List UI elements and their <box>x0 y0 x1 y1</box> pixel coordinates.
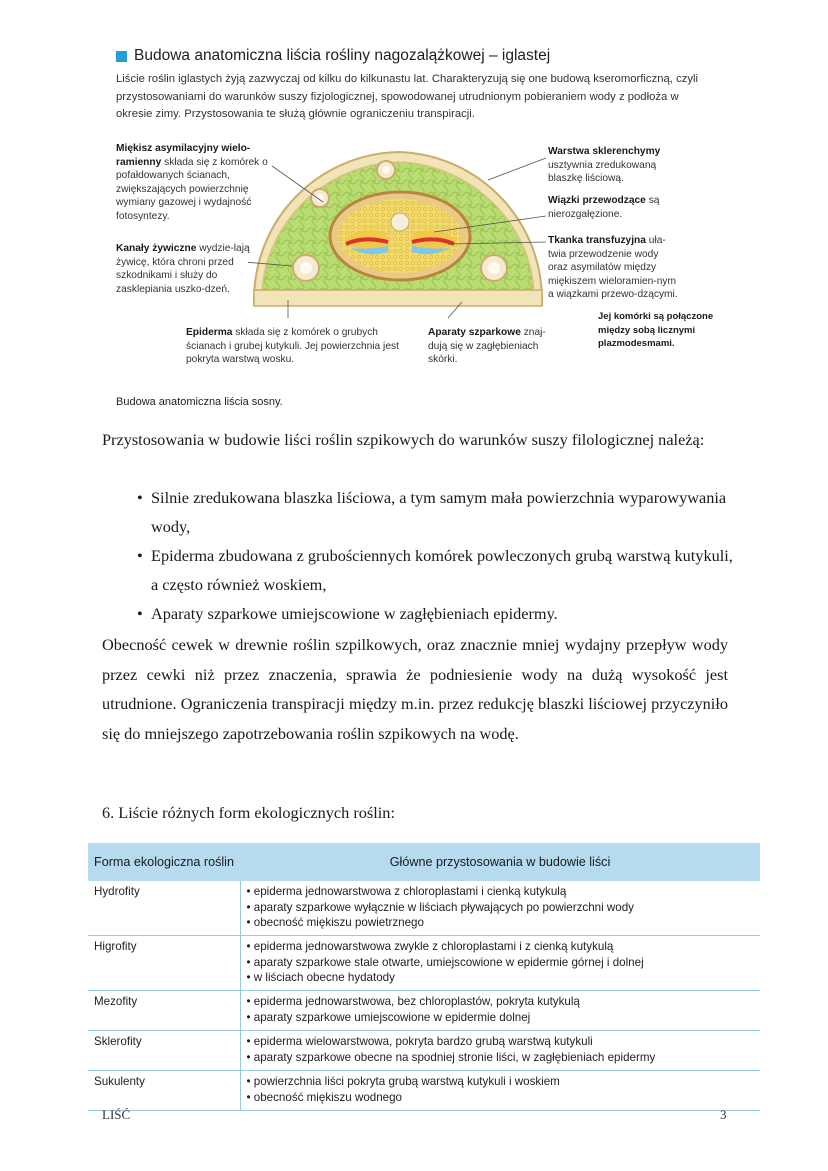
list-item: • aparaty szparkowe umiejscowione w epidermie dolnej <box>247 1010 755 1026</box>
cell-form: Sklerofity <box>88 1031 240 1071</box>
list-item: • epiderma wielowarstwowa, pokryta bardzo grubą warstwą kutykuli <box>247 1034 755 1050</box>
page-number: 3 <box>720 1107 727 1122</box>
list-item: • powierzchnia liści pokryta grubą warstwą kutykuli i woskiem <box>247 1074 755 1090</box>
cell-form: Higrofity <box>88 936 240 991</box>
list-item: • Epiderma zbudowana z grubościennych komórek powleczonych grubą warstwą kutykuli, a często również woskiem, <box>135 541 735 599</box>
header-form: Forma ekologiczna roślin <box>88 843 240 881</box>
figure-title <box>116 47 550 65</box>
table-row <box>88 991 760 1031</box>
pine-needle-cross-section <box>248 140 548 320</box>
label-mezofil: Miękisz asymilacyjny wielo-ramienny składa się z komórek o pofałdowanych ścianach, zwiększających powierzchnię wymiany gazowej i wydajność fotosyntezy. <box>116 143 268 222</box>
cell-adaptations <box>240 991 760 1031</box>
body-intro: Przystosowania w budowie liści roślin szpikowych do warunków suszy filologicznej należą: <box>102 430 705 449</box>
label-sklerenchyma: Warstwa sklerenchymy usztywnia zredukowaną blaszkę liściową. <box>548 146 661 184</box>
label-transfuzyjna: Tkanka transfuzyjna uła-twia przewodzenie wody oraz asymilatów między miękiszem wieloramien-nym a wiązkami przewo-dzącymi. <box>548 235 678 300</box>
list-item: • epiderma jednowarstwowa zwykle z chloroplastami i z cienką kutykulą <box>247 939 755 955</box>
figure-title-text: Budowa anatomiczna liścia rośliny nagozalążkowej – iglastej <box>134 47 551 64</box>
list-item: • epiderma jednowarstwowa, bez chloroplastów, pokryta kutykulą <box>247 994 755 1010</box>
ecological-forms-table <box>88 843 760 1111</box>
table-header-row <box>88 843 760 881</box>
figure-intro: Liście roślin iglastych żyją zazwyczaj od kilku do kilkunastu lat. Charakteryzują się one budową kseromorficzną, czyli przystosowaniami do warunków suszy fizjologicznej, spowodowanej utrudnionym pobieraniem wody z podłoża w okresie zimy. Przystosowania te służą głównie ograniczeniu transpiracji. <box>116 73 699 120</box>
cell-adaptations <box>240 1031 760 1071</box>
cell-adaptations <box>240 881 760 936</box>
cell-adaptations <box>240 1071 760 1111</box>
figure-caption: Budowa anatomiczna liścia sosny. <box>116 396 283 408</box>
square-bullet-icon <box>116 51 127 62</box>
header-adaptations: Główne przystosowania w budowie liści <box>240 843 760 881</box>
table-row <box>88 1031 760 1071</box>
list-item: • aparaty szparkowe wyłącznie w liściach pływających po powierzchni wody <box>247 900 755 916</box>
list-item: • Aparaty szparkowe umiejscowione w zagłębieniach epidermy. <box>135 599 735 628</box>
list-item: • aparaty szparkowe stale otwarte, umiejscowione w epidermie górnej i dolnej <box>247 955 755 971</box>
footer-chapter: LIŚĆ <box>102 1107 131 1122</box>
section-heading: 6. Liście różnych form ekologicznych roślin: <box>102 803 395 822</box>
cell-form: Mezofity <box>88 991 240 1031</box>
cell-form: Hydrofity <box>88 881 240 936</box>
list-item: • aparaty szparkowe obecne na spodniej stronie liści, w zagłębieniach epidermy <box>247 1050 755 1066</box>
adaptations-list <box>135 483 735 628</box>
table-row <box>88 936 760 991</box>
list-item: • obecność miękiszu wodnego <box>247 1090 755 1106</box>
table-row <box>88 881 760 936</box>
list-item: • w liściach obecne hydatody <box>247 970 755 986</box>
body-conclusion: Obecność cewek w drewnie roślin szpilkowych, oraz znacznie mniej wydajny przepływ wody przez cewki niż przez znaczenia, sprawia że podniesienie wody na dużą wysokość jest utrudnione. Ograniczenia transpiracji między m.in. przez redukcję blaszki liściowej przyczyniło się do mniejszego zapotrzebowania roślin szpikowych na wodę. <box>102 635 728 743</box>
label-kanaly: Kanały żywiczne wydzie-lają żywicę, która chroni przed szkodnikami i służy do zasklepiania uszko-dzeń. <box>116 243 250 295</box>
label-plazmodesmy: Jej komórki są połączone między sobą licznymi plazmodesmami. <box>598 311 714 349</box>
list-item: • obecność miękiszu powietrznego <box>247 915 755 931</box>
table-row <box>88 1071 760 1111</box>
list-item: • epiderma jednowarstwowa z chloroplastami i cienką kutykulą <box>247 884 755 900</box>
list-item: • Silnie zredukowana blaszka liściowa, a tym samym mała powierzchnia wyparowywania wody, <box>135 483 735 541</box>
label-aparaty: Aparaty szparkowe znaj-dują się w zagłębieniach skórki. <box>428 327 546 365</box>
label-wiazki: Wiązki przewodzące są nierozgałęzione. <box>548 195 660 220</box>
label-epiderma: Epiderma składa się z komórek o grubych ścianach i grubej kutykuli. Jej powierzchnia jest pokryta warstwą wosku. <box>186 327 399 365</box>
cell-form: Sukulenty <box>88 1071 240 1111</box>
cell-adaptations <box>240 936 760 991</box>
